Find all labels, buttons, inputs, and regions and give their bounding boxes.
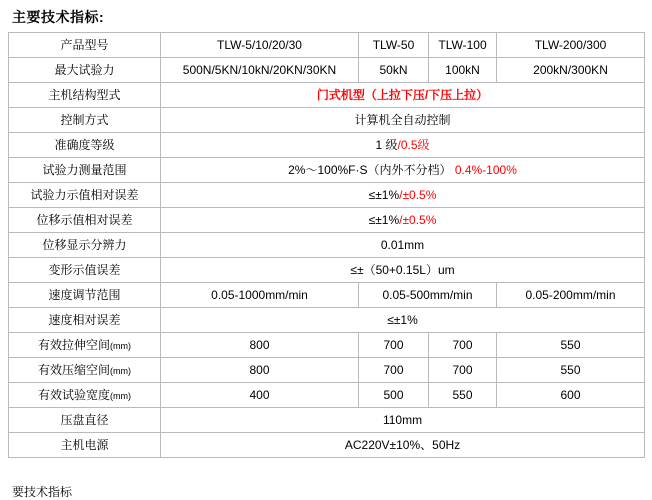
row-label-unit: (mm) xyxy=(110,365,131,376)
table-row xyxy=(9,133,645,158)
cell-value: 550 xyxy=(560,338,581,352)
table-cell xyxy=(161,33,359,58)
row-label xyxy=(9,158,161,183)
table-cell xyxy=(429,383,497,408)
table-row xyxy=(9,358,645,383)
row-label-text: 产品型号 xyxy=(60,38,109,52)
cell-value: 1 级 xyxy=(375,138,398,152)
cell-value-suffix: /±0.5% xyxy=(399,213,437,227)
cell-value: 0.05-200mm/min xyxy=(525,288,616,302)
table-row xyxy=(9,108,645,133)
row-label xyxy=(9,433,161,458)
row-label-text: 有效压缩空间 xyxy=(37,362,110,377)
cell-value: 700 xyxy=(452,363,473,377)
table-cell xyxy=(429,333,497,358)
row-label xyxy=(9,408,161,433)
row-label-text: 试验力示值相对误差 xyxy=(30,188,139,202)
row-label xyxy=(9,208,161,233)
cell-value: 500 xyxy=(383,388,404,402)
table-cell xyxy=(497,283,645,308)
table-row xyxy=(9,333,645,358)
row-label xyxy=(9,383,161,408)
cell-value: 700 xyxy=(452,338,473,352)
table-cell xyxy=(161,158,645,183)
cell-value: 400 xyxy=(249,388,270,402)
row-label-unit: (mm) xyxy=(110,390,131,401)
cell-value: TLW-100 xyxy=(438,38,487,52)
cell-value: 100kN xyxy=(445,63,480,77)
row-label xyxy=(9,133,161,158)
row-label xyxy=(9,233,161,258)
row-label-text: 变形示值误差 xyxy=(48,263,121,277)
row-label xyxy=(9,308,161,333)
cell-value: 110mm xyxy=(382,413,423,427)
table-cell xyxy=(161,433,645,458)
cell-value: AC220V±10%、50Hz xyxy=(344,438,461,452)
cell-value-suffix: /±0.5% xyxy=(399,188,437,202)
cell-value: 500N/5KN/10kN/20KN/30KN xyxy=(182,63,337,77)
table-cell xyxy=(497,33,645,58)
table-row xyxy=(9,208,645,233)
table-cell xyxy=(161,308,645,333)
table-cell xyxy=(359,333,429,358)
table-cell xyxy=(359,358,429,383)
row-label xyxy=(9,58,161,83)
table-cell xyxy=(161,183,645,208)
table-cell xyxy=(161,58,359,83)
table-row xyxy=(9,183,645,208)
spec-table-body xyxy=(9,33,645,458)
cell-value: 0.05-500mm/min xyxy=(382,288,473,302)
row-label xyxy=(9,333,161,358)
row-label-text: 位移显示分辨力 xyxy=(42,238,127,252)
row-label-text: 控制方式 xyxy=(60,113,109,127)
row-label-text: 准确度等级 xyxy=(54,138,115,152)
row-label xyxy=(9,258,161,283)
cell-value: 2%～100%F·S（内外不分档） xyxy=(288,163,452,177)
cell-value: 50kN xyxy=(379,63,408,77)
cell-value: TLW-200/300 xyxy=(534,38,607,52)
table-row xyxy=(9,383,645,408)
row-label xyxy=(9,33,161,58)
table-cell xyxy=(161,233,645,258)
row-label-text: 压盘直径 xyxy=(60,413,109,427)
row-label-text: 最大试验力 xyxy=(54,63,115,77)
row-label xyxy=(9,83,161,108)
table-cell xyxy=(497,58,645,83)
table-cell xyxy=(359,383,429,408)
cell-value: ≤±1% xyxy=(387,313,418,327)
table-row xyxy=(9,433,645,458)
table-cell xyxy=(429,33,497,58)
table-cell xyxy=(161,108,645,133)
cell-value: 700 xyxy=(383,363,404,377)
table-cell xyxy=(359,283,497,308)
table-cell xyxy=(497,358,645,383)
cell-value-suffix: 0.4%-100% xyxy=(451,163,517,177)
row-label-text: 位移示值相对误差 xyxy=(36,213,133,227)
table-cell xyxy=(429,358,497,383)
table-row xyxy=(9,58,645,83)
cell-value: 0.05-1000mm/min xyxy=(211,288,308,302)
table-cell xyxy=(161,358,359,383)
table-row xyxy=(9,408,645,433)
table-cell xyxy=(359,58,429,83)
table-cell xyxy=(161,133,645,158)
cell-value: TLW-50 xyxy=(372,38,415,52)
page-title: 主要技术指标: xyxy=(12,9,105,25)
table-cell xyxy=(161,283,359,308)
table-row xyxy=(9,258,645,283)
cell-value: 计算机全自动控制 xyxy=(354,113,451,127)
cell-value: ≤±1% xyxy=(368,213,400,227)
table-row xyxy=(9,233,645,258)
cell-value: 0.01mm xyxy=(380,238,425,252)
row-label-text: 有效试验宽度 xyxy=(37,387,110,402)
table-cell xyxy=(161,83,645,108)
table-cell xyxy=(359,33,429,58)
row-label-text: 速度相对误差 xyxy=(48,313,121,327)
table-row xyxy=(9,283,645,308)
cell-value: 800 xyxy=(249,338,270,352)
table-cell xyxy=(161,258,645,283)
table-cell xyxy=(161,333,359,358)
row-label xyxy=(9,358,161,383)
row-label-text: 主机电源 xyxy=(60,438,109,452)
spec-table xyxy=(8,32,645,458)
table-cell xyxy=(161,208,645,233)
cell-value: 600 xyxy=(560,388,581,402)
table-cell xyxy=(497,333,645,358)
cell-value: 550 xyxy=(452,388,473,402)
cell-value: ≤±（50+0.15L）um xyxy=(350,263,455,277)
cell-value: 800 xyxy=(249,363,270,377)
row-label xyxy=(9,108,161,133)
table-row xyxy=(9,158,645,183)
cell-value: ≤±1% xyxy=(368,188,400,202)
row-label xyxy=(9,183,161,208)
table-row xyxy=(9,83,645,108)
row-label-text: 主机结构型式 xyxy=(48,88,121,102)
row-label-text: 有效拉伸空间 xyxy=(37,337,110,352)
cell-value: 200kN/300KN xyxy=(533,63,608,77)
cell-value: TLW-5/10/20/30 xyxy=(217,38,302,52)
cell-value-suffix: /0.5级 xyxy=(397,138,430,152)
table-row xyxy=(9,33,645,58)
table-cell xyxy=(429,58,497,83)
cell-value: 700 xyxy=(383,338,404,352)
row-label xyxy=(9,283,161,308)
table-row xyxy=(9,308,645,333)
table-cell xyxy=(497,383,645,408)
table-cell xyxy=(161,383,359,408)
cell-value: 550 xyxy=(560,363,581,377)
row-label-text: 速度调节范围 xyxy=(48,288,121,302)
table-cell xyxy=(161,408,645,433)
row-label-text: 试验力测量范围 xyxy=(42,163,127,177)
cell-value: 门式机型（上拉下压/下压上拉） xyxy=(316,88,489,102)
footer-partial-text: 要技术指标 xyxy=(12,485,73,499)
row-label-unit: (mm) xyxy=(110,340,131,351)
